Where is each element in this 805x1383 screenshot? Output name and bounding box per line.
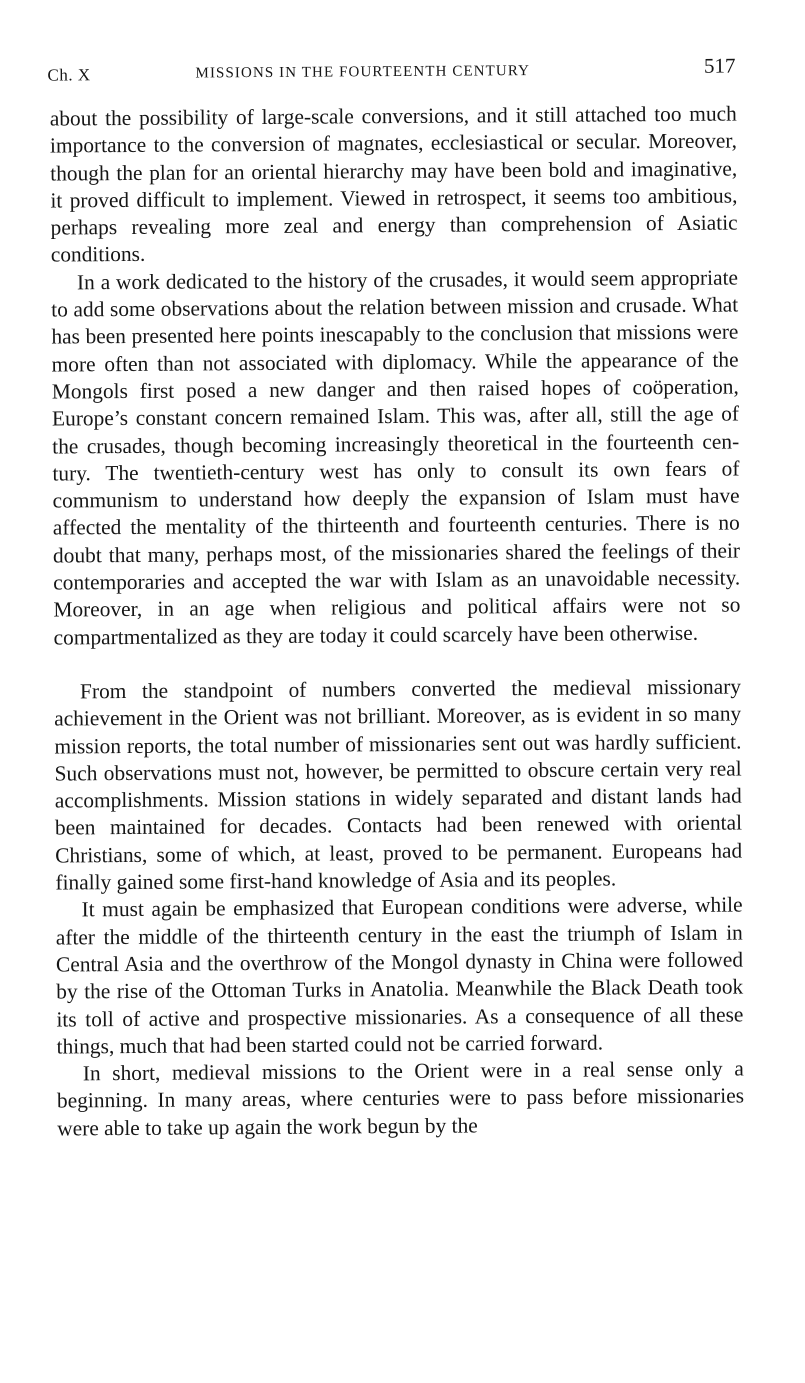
running-head-title: MISSIONS IN THE FOURTEENTH CENTURY	[195, 63, 531, 82]
paragraph-section-start: From the standpoint of numbers converted the medieval missionary achievement in the Orient was not brilliant. Moreover, as is evident in so many mission reports, the total number of missionaries sent out was hardly sufficient. Such observations must not, however, be permitted to obscure certain very real accomplishments. Mission stations in widely separated and distant lands had been maintained for decades. Contacts had been renewed with oriental Christians, some of which, at least, proved to be permanent. Europeans had finally gained some first-hand knowledge of Asia and its peoples.	[54, 674, 743, 895]
body-text	[50, 101, 745, 1143]
paragraph-continued: about the possibility of large-scale conversions, and it still attached too much importance to the conversion of magnates, ecclesiastical or secular. Moreover, though the plan for an oriental hierarchy may have been bold and imaginative, it proved difficult to implement. Viewed in retrospect, it seems too ambitious, perhaps revealing more zeal and energy than comprehension of Asiatic conditions.	[49, 101, 738, 268]
running-head	[47, 54, 735, 89]
page-number: 517	[703, 53, 736, 78]
paragraph: In a work dedicated to the history of the crusades, it would seem appropriate to add some observations about the relation between mission and crusade. What has been presented here points inescapably to the conclusion that missions were more often than not associated with diplomacy. While the appearance of the Mongols first posed a new danger and then raised hopes of coöperation, Europe’s constant concern remained Islam. This was, after all, still the age of the crusades, though becoming increasingly theoretical in the fourteenth century. The twentieth-century west has only to consult its own fears of communism to understand how deeply the expansion of Islam must have affected the mentality of the thirteenth and fourteenth centuries. There is no doubt that many, perhaps most, of the missionaries shared the feelings of their contemporaries and accepted the war with Islam as an unavoidable necessity. Moreover, in an age when religious and political affairs were not so compartmentalized as they are today it could scarcely have been otherwise.	[51, 265, 741, 650]
chapter-label: Ch. X	[47, 65, 91, 85]
paragraph: It must again be emphasized that European conditions were adverse, while after the middle of the thirteenth century in the east the triumph of Islam in Central Asia and the overthrow of the Mongol dynasty in China were followed by the rise of the Ottoman Turks in Anatolia. Meanwhile the Black Death took its toll of active and prospective missionaries. As a consequence of all these things, much that had been started could not be carried forward.	[55, 892, 744, 1059]
paragraph: In short, medieval missions to the Orient were in a real sense only a beginning. In many areas, where centuries were to pass before missionaries were able to take up again the work begun by the	[56, 1056, 745, 1141]
